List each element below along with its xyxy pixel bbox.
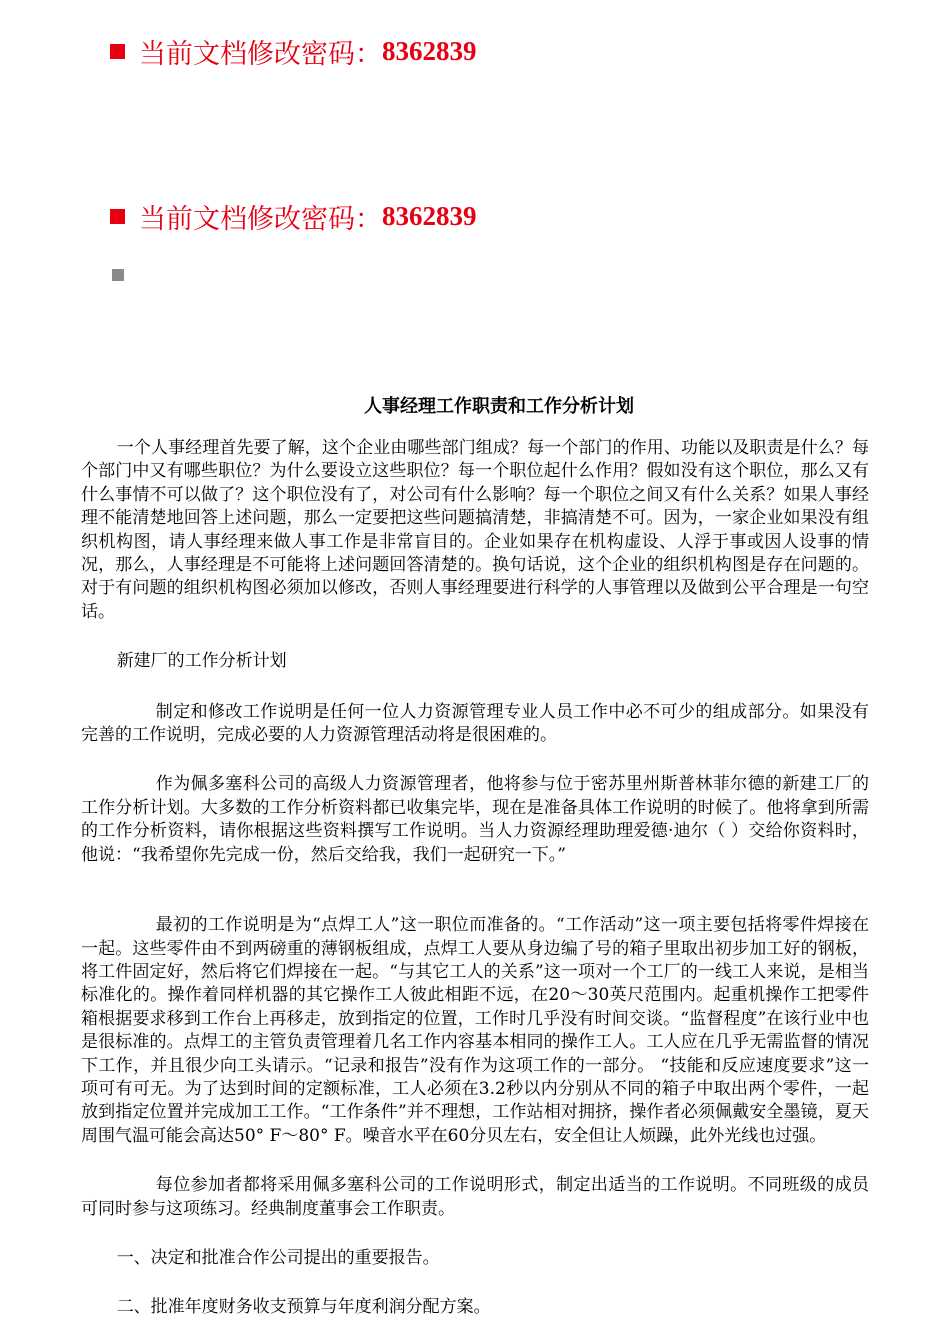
password-code: 8362839 — [382, 200, 477, 231]
list-item: 二、批准年度财务收支预算与年度利润分配方案。 — [116, 1297, 491, 1318]
password-label: 当前文档修改密码： — [139, 38, 382, 70]
paragraph-intro: 一个人事经理首先要了解，这个企业由哪些部门组成？每一个部门的作用、功能以及职责是什么？每个部门中又有哪些职位？为什么要设立这些职位？每一个职位起什么作用？假如没有这个职位，那么又有什么事情不可以做了？这个职位没有了，对公司有什么影响？每一个职位之间又有什么关系？如果人事经理不能清楚地回答上述问题，那么一定要把这些问题搞清楚，非搞清楚不可。因为，一家企业如果没有组织机构图，请人事经理来做人事工作是非常盲目的。企业如果存在机构虚设、人浮于事或因人设事的情况，那么，人事经理是不可能将上述问题回答清楚的。换句话说，这个企业的组织机构图是存在问题的。对于有问题的组织机构图必须加以修改，否则人事经理要进行科学的人事管理以及做到公平合理是一句空话。 — [81, 438, 869, 622]
section-heading: 新建厂的工作分析计划 — [116, 651, 287, 672]
paragraph: 最初的工作说明是为“点焊工人”这一职位而准备的。“工作活动”这一项主要包括将零件焊接在一起。这些零件由不到两磅重的薄钢板组成，点焊工人要从身边编了号的箱子里取出初步加工好的钢板，将工件固定好，然后将它们焊接在一起。“与其它工人的关系”这一项对一个工厂的一线工人来说，是相当标准化的。操作着同样机器的其它操作工人彼此相距不远，在20～30英尺范围内。起重机操作工把零件箱根据要求移到工作台上再移走，放到指定的位置，工作时几乎没有时间交谈。“监督程度”在该行业中也是很标准的。点焊工的主管负责管理着几名工作内容基本相同的操作工人。工人应在几乎无需监督的情况下工作，并且很少向工头请示。“记录和报告”没有作为这项工作的一部分。 “技能和反应速度要求”这一项可有可无。为了达到时间的定额标准，工人必须在3.2秒以内分别从不同的箱子中取出两个零件，一起放到指定位置并完成加工工作。“工作条件”并不理想，工作站相对拥挤，操作者必须佩戴安全墨镜，夏天周围气温可能会高达50° F～80° F。噪音水平在60分贝左右，安全但让人烦躁，此外光线也过强。 — [81, 915, 869, 1146]
paragraph: 每位参加者都将采用佩多塞科公司的工作说明形式，制定出适当的工作说明。不同班级的成员可同时参与这项练习。经典制度董事会工作职责。 — [81, 1175, 869, 1219]
password-notice-line-2 — [110, 196, 477, 236]
paragraph: 制定和修改工作说明是任何一位人力资源管理专业人员工作中必不可少的组成部分。如果没有完善的工作说明，完成必要的人力资源管理活动将是很困难的。 — [81, 701, 869, 746]
gray-square-bullet-icon — [112, 269, 124, 281]
password-notice-line-1 — [110, 31, 477, 71]
red-square-bullet-icon — [110, 209, 125, 224]
list-item: 一、决定和批准合作公司提出的重要报告。 — [116, 1247, 440, 1268]
password-label: 当前文档修改密码： — [139, 203, 382, 235]
document-title: 人事经理工作职责和工作分析计划 — [364, 396, 634, 417]
red-square-bullet-icon — [110, 44, 125, 59]
paragraph: 作为佩多塞科公司的高级人力资源管理者，他将参与位于密苏里州斯普林菲尔德的新建工厂的工作分析计划。大多数的工作分析资料都已收集完毕，现在是准备具体工作说明的时候了。他将拿到所需的工作分析资料，请你根据这些资料撰写工作说明。当人力资源经理助理爱德·迪尔（ ）交给你资料时，他说：“我希望你先完成一份，然后交给我，我们一起研究一下。” — [81, 774, 869, 865]
password-code: 8362839 — [382, 35, 477, 66]
document-body — [81, 437, 869, 1320]
